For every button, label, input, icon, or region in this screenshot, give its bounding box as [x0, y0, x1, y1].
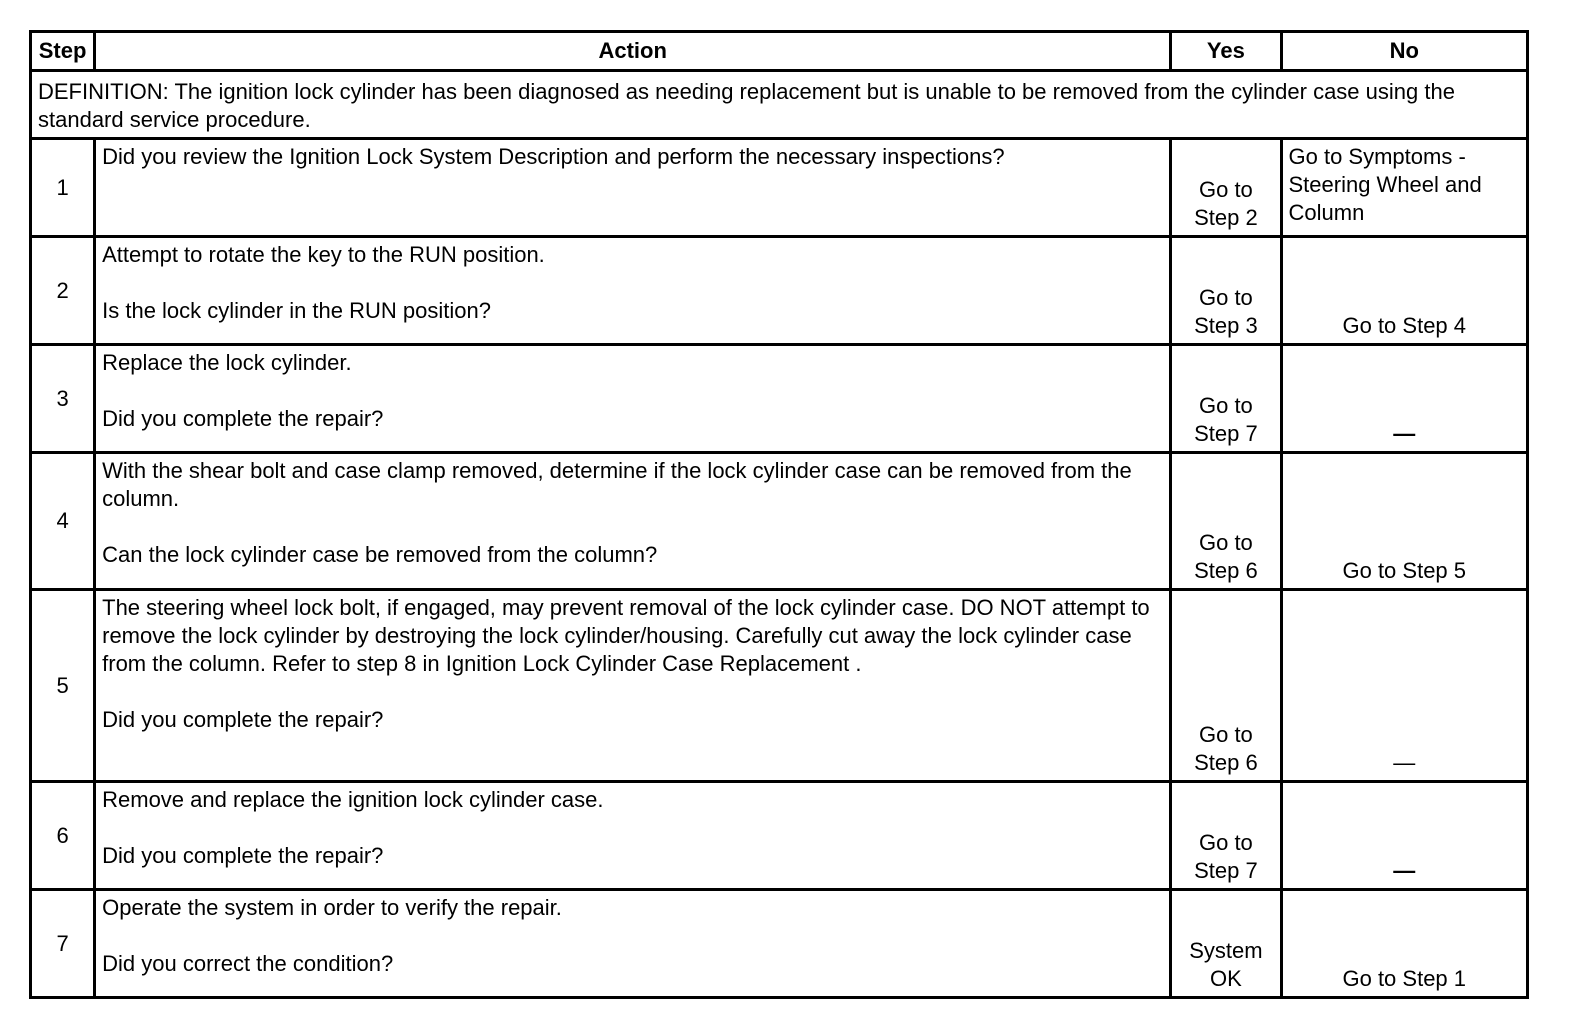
- yes-line-2: Step 6: [1194, 750, 1258, 775]
- action-text: Did you review the Ignition Lock System Description and perform the necessary inspections?: [102, 144, 1005, 169]
- question-text: Did you complete the repair?: [102, 406, 384, 431]
- header-step: Step: [31, 32, 95, 71]
- definition-text: DEFINITION: The ignition lock cylinder has been diagnosed as needing replacement but is unable to be removed from the cylinder case using the standard service procedure.: [31, 71, 1528, 139]
- definition-row: [31, 71, 1528, 139]
- action-cell: [95, 453, 1171, 590]
- table-row: [31, 590, 1528, 782]
- yes-line-1: Go to: [1198, 177, 1253, 202]
- step-number: 1: [31, 139, 95, 237]
- question-text: Did you correct the condition?: [102, 951, 394, 976]
- step-number: 7: [31, 890, 95, 998]
- yes-line-2: OK: [1209, 966, 1242, 991]
- diagnostic-table: [29, 30, 1529, 999]
- header-action: Action: [95, 32, 1171, 71]
- table-row: [31, 782, 1528, 890]
- yes-line-2: Step 7: [1194, 421, 1258, 446]
- table-row: [31, 139, 1528, 237]
- action-text: Replace the lock cylinder.: [102, 350, 352, 375]
- action-text: The steering wheel lock bolt, if engaged, may prevent removal of the lock cylinder case. DO NOT attempt to remove the lock cylinder by destroying the lock cylinder/housing. Carefully cut away the lock cylinder case from the column. Refer to step 8 in Ignition Lock Cylinder Case Replacement .: [102, 595, 1150, 676]
- yes-cell: [1171, 590, 1281, 782]
- question-text: Did you complete the repair?: [102, 843, 384, 868]
- header-yes: Yes: [1171, 32, 1281, 71]
- action-cell: [95, 237, 1171, 345]
- yes-cell: [1171, 782, 1281, 890]
- table-row: [31, 890, 1528, 998]
- table-row: [31, 237, 1528, 345]
- yes-line-1: Go to: [1198, 393, 1253, 418]
- yes-line-2: Step 7: [1194, 858, 1258, 883]
- yes-line-2: Step 2: [1194, 205, 1258, 230]
- step-number: 3: [31, 345, 95, 453]
- no-cell: Go to Step 5: [1281, 453, 1528, 590]
- step-number: 6: [31, 782, 95, 890]
- yes-line-1: Go to: [1198, 530, 1253, 555]
- question-text: Can the lock cylinder case be removed from the column?: [102, 542, 658, 567]
- yes-line-2: Step 3: [1194, 313, 1258, 338]
- no-cell: —: [1281, 590, 1528, 782]
- yes-cell: [1171, 345, 1281, 453]
- no-cell: —: [1281, 782, 1528, 890]
- action-cell: [95, 139, 1171, 237]
- question-text: Did you complete the repair?: [102, 707, 384, 732]
- yes-line-1: Go to: [1198, 722, 1253, 747]
- action-text: With the shear bolt and case clamp removed, determine if the lock cylinder case can be removed from the column.: [102, 458, 1132, 511]
- action-cell: [95, 782, 1171, 890]
- header-no: No: [1281, 32, 1528, 71]
- yes-line-2: Step 6: [1194, 558, 1258, 583]
- action-text: Remove and replace the ignition lock cylinder case.: [102, 787, 604, 812]
- question-text: Is the lock cylinder in the RUN position?: [102, 298, 491, 323]
- no-cell: —: [1281, 345, 1528, 453]
- action-cell: [95, 590, 1171, 782]
- yes-cell: [1171, 890, 1281, 998]
- action-cell: [95, 345, 1171, 453]
- table-row: [31, 453, 1528, 590]
- yes-line-1: Go to: [1198, 830, 1253, 855]
- action-text: Attempt to rotate the key to the RUN position.: [102, 242, 545, 267]
- yes-cell: [1171, 453, 1281, 590]
- yes-cell: [1171, 237, 1281, 345]
- no-cell: Go to Step 4: [1281, 237, 1528, 345]
- yes-cell: [1171, 139, 1281, 237]
- step-number: 2: [31, 237, 95, 345]
- action-cell: [95, 890, 1171, 998]
- header-row: [31, 32, 1528, 71]
- step-number: 4: [31, 453, 95, 590]
- action-text: Operate the system in order to verify the repair.: [102, 895, 562, 920]
- yes-line-1: Go to: [1198, 285, 1253, 310]
- no-cell: Go to Symptoms - Steering Wheel and Column: [1281, 139, 1528, 237]
- no-cell: Go to Step 1: [1281, 890, 1528, 998]
- step-number: 5: [31, 590, 95, 782]
- yes-line-1: System: [1189, 938, 1263, 963]
- table-row: [31, 345, 1528, 453]
